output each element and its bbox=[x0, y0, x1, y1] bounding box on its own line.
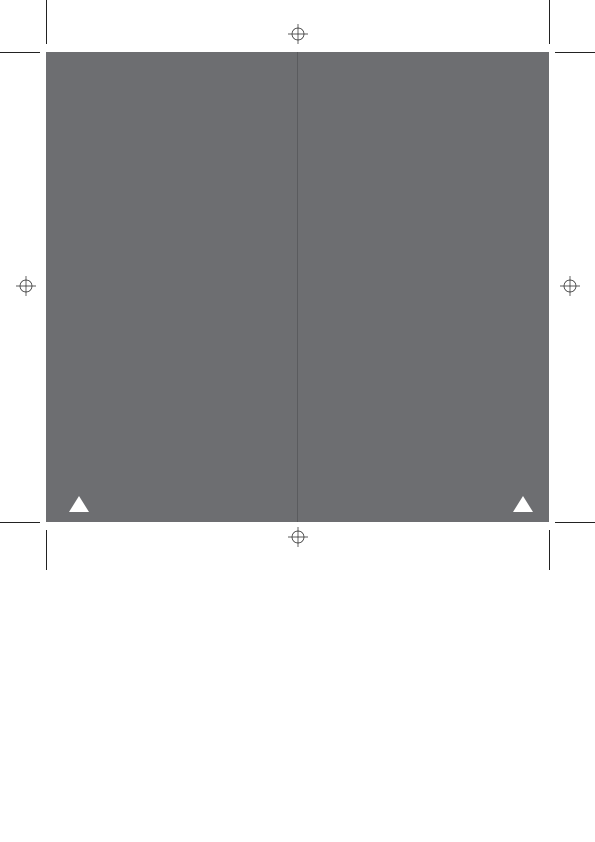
registration-mark-icon bbox=[16, 276, 36, 296]
registration-mark-icon bbox=[288, 24, 308, 44]
trim-mark bbox=[0, 52, 40, 53]
trim-mark bbox=[46, 530, 47, 570]
page-marker-right bbox=[513, 496, 533, 512]
trim-mark bbox=[0, 522, 40, 523]
page-marker-left bbox=[69, 496, 89, 512]
trim-mark bbox=[46, 0, 47, 44]
trim-mark bbox=[555, 52, 595, 53]
trim-mark bbox=[555, 522, 595, 523]
trim-mark bbox=[549, 0, 550, 44]
spine-fold bbox=[297, 52, 298, 522]
trim-mark bbox=[549, 530, 550, 570]
registration-mark-icon bbox=[560, 276, 580, 296]
registration-mark-icon bbox=[288, 527, 308, 547]
